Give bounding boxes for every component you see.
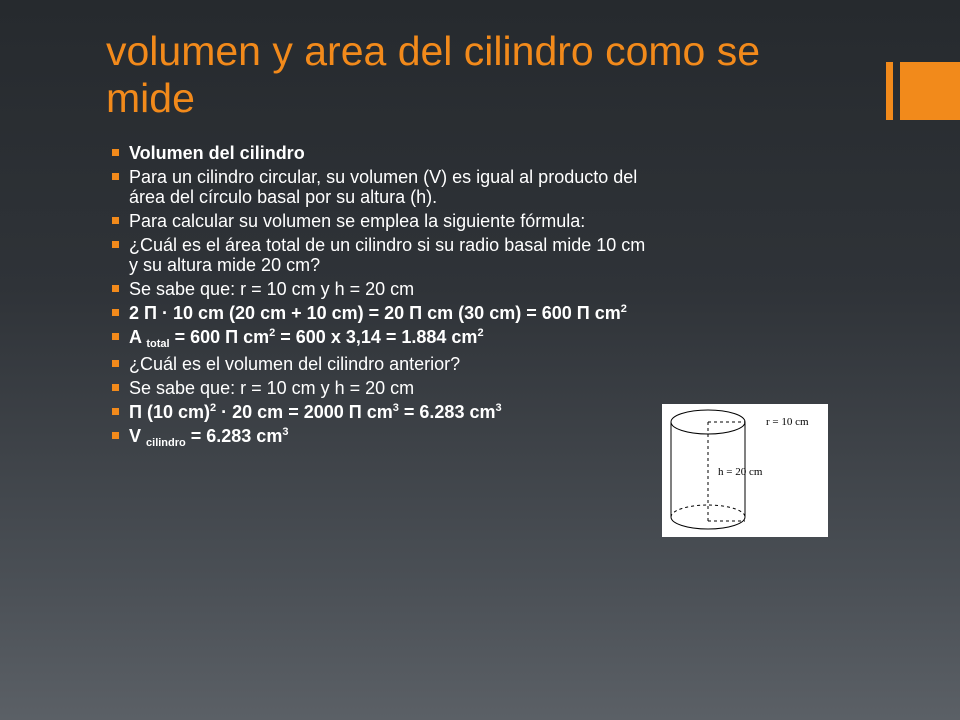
list-item: A $_{total}$ = 600 Π $cm^2 = 600$ x 3,14 = 1.884 $cm^2$ [110, 327, 869, 350]
slide-title: volumen y area del cilindro como se mide [106, 28, 761, 121]
accent-box-decoration [900, 62, 960, 120]
cylinder-figure [662, 404, 828, 537]
height-label: h = 20 cm [718, 466, 763, 478]
bullet-icon [112, 149, 119, 156]
bullet-icon [112, 333, 119, 340]
bullet-icon [112, 309, 119, 316]
radius-label: r = 10 cm [766, 416, 809, 428]
bullet-icon [112, 432, 119, 439]
bullet-icon [112, 408, 119, 415]
list-item: 2 Π · 10 cm (20 cm + 10 cm) = 20 Π cm (30 cm) = 600 Π $cm^2$ [110, 303, 869, 323]
bullet-icon [112, 384, 119, 391]
list-item: Para calcular su volumen se emplea la siguiente fórmula: [110, 211, 655, 231]
accent-bar-decoration [886, 62, 893, 120]
list-item: Se sabe que: r = 10 cm y h = 20 cm [110, 378, 655, 398]
bullet-icon [112, 285, 119, 292]
bullet-list [110, 143, 655, 453]
list-item: Π (10 cm)$^2$ · 20 cm = 2000 Π $cm^3 = 6.283$ $cm^3$ [110, 402, 655, 422]
list-item: Se sabe que: r = 10 cm y h = 20 cm [110, 279, 655, 299]
list-item: ¿Cuál es el volumen del cilindro anterior? [110, 354, 655, 374]
list-item: V $_{cilindro}$ = 6.283 $cm^3$ [110, 426, 655, 449]
list-item: ¿Cuál es el área total de un cilindro si su radio basal mide 10 cm y su altura mide 20 cm? [110, 235, 655, 275]
list-item: Para un cilindro circular, su volumen (V) es igual al producto del área del círculo basal por su altura (h). [110, 167, 655, 207]
bullet-icon [112, 173, 119, 180]
bullet-icon [112, 241, 119, 248]
bullet-icon [112, 217, 119, 224]
bullet-icon [112, 360, 119, 367]
list-item: Volumen del cilindro [110, 143, 655, 163]
